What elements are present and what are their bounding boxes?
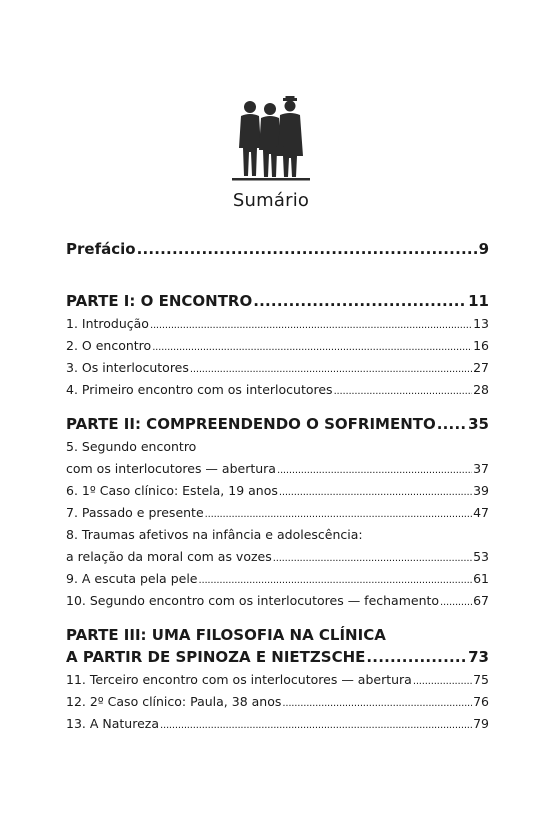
dot-leader xyxy=(152,337,472,359)
toc-entry-9[interactable] xyxy=(66,568,489,590)
toc-entry-label: 13. A Natureza xyxy=(66,716,159,731)
dot-leader xyxy=(253,290,467,313)
toc-page-number: 13 xyxy=(473,316,489,331)
toc-entry-1[interactable] xyxy=(66,313,489,335)
toc-page-number: 73 xyxy=(468,648,489,666)
dot-leader xyxy=(334,381,473,403)
toc-page-number: 35 xyxy=(468,415,489,433)
dot-leader xyxy=(205,504,472,526)
toc-part-label: PARTE I: O ENCONTRO xyxy=(66,292,253,310)
toc-page-number: 37 xyxy=(473,461,489,476)
toc-page-number: 28 xyxy=(473,382,489,397)
toc-entry-12[interactable] xyxy=(66,691,489,713)
toc-page-number: 47 xyxy=(473,505,489,520)
toc-entry-11[interactable] xyxy=(66,669,489,691)
toc-part-2[interactable] xyxy=(66,413,489,436)
dot-leader xyxy=(437,413,467,436)
toc-page-number: 79 xyxy=(473,716,489,731)
table-of-contents xyxy=(66,238,489,735)
toc-part-label: PARTE II: COMPREENDENDO O SOFRIMENTO xyxy=(66,415,436,433)
toc-page-number: 39 xyxy=(473,483,489,498)
toc-entry-5-line-1[interactable]: 5. Segundo encontro xyxy=(66,439,197,454)
dot-leader xyxy=(198,570,472,592)
dot-leader xyxy=(282,693,472,715)
dot-leader xyxy=(190,359,472,381)
toc-page-number: 53 xyxy=(473,549,489,564)
toc-entry-label: 4. Primeiro encontro com os interlocutores xyxy=(66,382,333,397)
toc-page-number: 9 xyxy=(478,240,489,258)
toc-page-number: 16 xyxy=(473,338,489,353)
dot-leader xyxy=(150,315,472,337)
dot-leader xyxy=(440,592,472,614)
page-title: Sumário xyxy=(232,190,310,211)
toc-entry-10[interactable] xyxy=(66,590,489,612)
dot-leader xyxy=(413,671,472,693)
toc-part-label: A PARTIR DE SPINOZA E NIETZSCHE xyxy=(66,648,366,666)
toc-entry-label: a relação da moral com as vozes xyxy=(66,549,272,564)
dot-leader xyxy=(366,646,467,669)
dot-leader xyxy=(137,238,478,261)
toc-entry-8-line-1[interactable]: 8. Traumas afetivos na infância e adolescência: xyxy=(66,527,363,542)
toc-entry-label: 6. 1º Caso clínico: Estela, 19 anos xyxy=(66,483,278,498)
dot-leader xyxy=(160,715,472,737)
toc-entry-2[interactable] xyxy=(66,335,489,357)
toc-entry-5[interactable] xyxy=(66,458,489,480)
toc-entry-label: 1. Introdução xyxy=(66,316,149,331)
toc-entry-label: 9. A escuta pela pele xyxy=(66,571,198,586)
toc-page-number: 67 xyxy=(473,593,489,608)
toc-entry-7[interactable] xyxy=(66,502,489,524)
toc-part-1[interactable] xyxy=(66,290,489,313)
toc-page-number: 76 xyxy=(473,694,489,709)
toc-page-number: 27 xyxy=(473,360,489,375)
toc-entry-label: 7. Passado e presente xyxy=(66,505,204,520)
toc-entry-13[interactable] xyxy=(66,713,489,735)
toc-part-3-line-1[interactable]: PARTE III: UMA FILOSOFIA NA CLÍNICA xyxy=(66,626,386,644)
toc-entry-label: 2. O encontro xyxy=(66,338,152,353)
toc-entry-label: 3. Os interlocutores xyxy=(66,360,189,375)
toc-entry-3[interactable] xyxy=(66,357,489,379)
three-figures-silhouette-icon xyxy=(232,96,310,184)
dot-leader xyxy=(279,482,472,504)
toc-entry-label: 10. Segundo encontro com os interlocutores — fechamento xyxy=(66,593,440,608)
toc-page-number: 11 xyxy=(468,292,489,310)
toc-entry-8[interactable] xyxy=(66,546,489,568)
toc-entry-label: 12. 2º Caso clínico: Paula, 38 anos xyxy=(66,694,282,709)
dot-leader xyxy=(277,460,472,482)
toc-entry-label: 11. Terceiro encontro com os interlocutores — abertura xyxy=(66,672,412,687)
toc-part-3[interactable] xyxy=(66,646,489,669)
toc-page-number: 61 xyxy=(473,571,489,586)
toc-entry-label: Prefácio xyxy=(66,240,136,258)
toc-entry-6[interactable] xyxy=(66,480,489,502)
toc-entry-4[interactable] xyxy=(66,379,489,401)
toc-page-number: 75 xyxy=(473,672,489,687)
toc-entry-label: com os interlocutores — abertura xyxy=(66,461,276,476)
toc-entry-prefacio[interactable] xyxy=(66,238,489,261)
dot-leader xyxy=(273,548,472,570)
